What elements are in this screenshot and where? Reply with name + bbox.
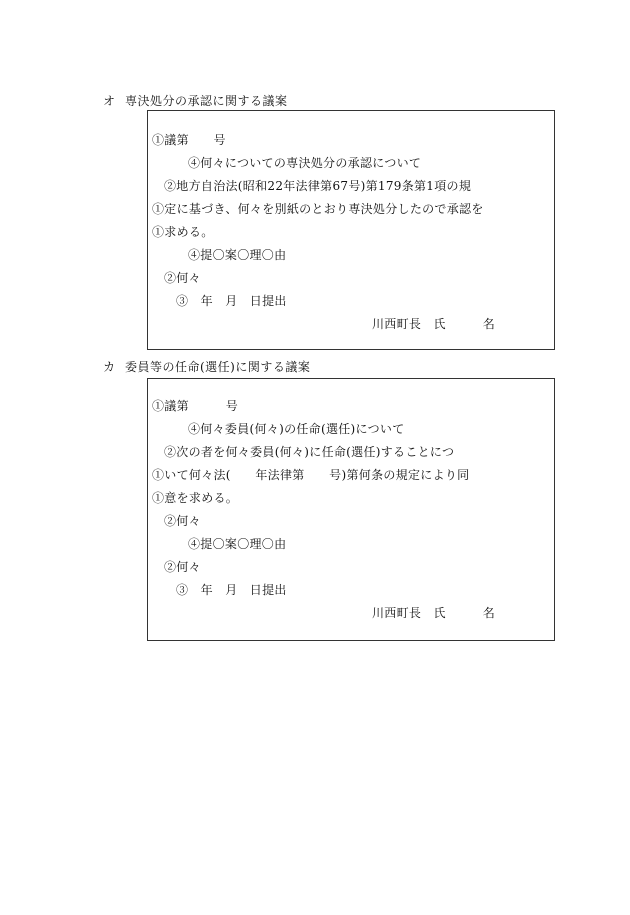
section-o-line-4: ①定に基づき、何々を別紙のとおり専決処分したので承認を — [152, 202, 484, 216]
section-o-heading — [103, 92, 288, 109]
section-o-line-7: ②何々 — [164, 271, 201, 285]
section-ka-line-6: ②何々 — [164, 514, 201, 528]
section-o-line-3: ②地方自治法(昭和22年法律第67号)第179条第1項の規 — [164, 179, 472, 193]
section-o-title: 専決処分の承認に関する議案 — [125, 94, 288, 108]
section-o-line-2: ④何々についての専決処分の承認について — [188, 156, 422, 170]
section-ka-title: 委員等の任命(選任)に関する議案 — [125, 360, 311, 374]
section-ka-template-box — [147, 378, 555, 641]
section-o-line-5: ①求める。 — [152, 225, 214, 239]
section-o-line-9: 川西町長 氏 名 — [372, 317, 496, 331]
section-ka-mark: カ — [103, 360, 116, 374]
section-ka-line-7: ④提〇案〇理〇由 — [188, 537, 287, 551]
section-ka-line-2: ④何々委員(何々)の任命(選任)について — [188, 422, 405, 436]
section-ka-line-10: 川西町長 氏 名 — [372, 606, 496, 620]
section-ka-line-3: ②次の者を何々委員(何々)に任命(選任)することにつ — [164, 445, 455, 459]
section-ka-heading — [103, 358, 310, 375]
section-ka-line-1: ①議第 号 — [152, 399, 239, 413]
section-ka-line-8: ②何々 — [164, 560, 201, 574]
section-o-line-6: ④提〇案〇理〇由 — [188, 248, 287, 262]
section-ka-line-5: ①意を求める。 — [152, 491, 239, 505]
section-ka-line-9: ③ 年 月 日提出 — [176, 583, 287, 597]
section-o-line-8: ③ 年 月 日提出 — [176, 294, 287, 308]
section-o-mark: オ — [103, 94, 116, 108]
section-o-line-1: ①議第 号 — [152, 133, 226, 147]
section-ka-line-4: ①いて何々法( 年法律第 号)第何条の規定により同 — [152, 468, 470, 482]
section-o-template-box — [147, 110, 555, 350]
